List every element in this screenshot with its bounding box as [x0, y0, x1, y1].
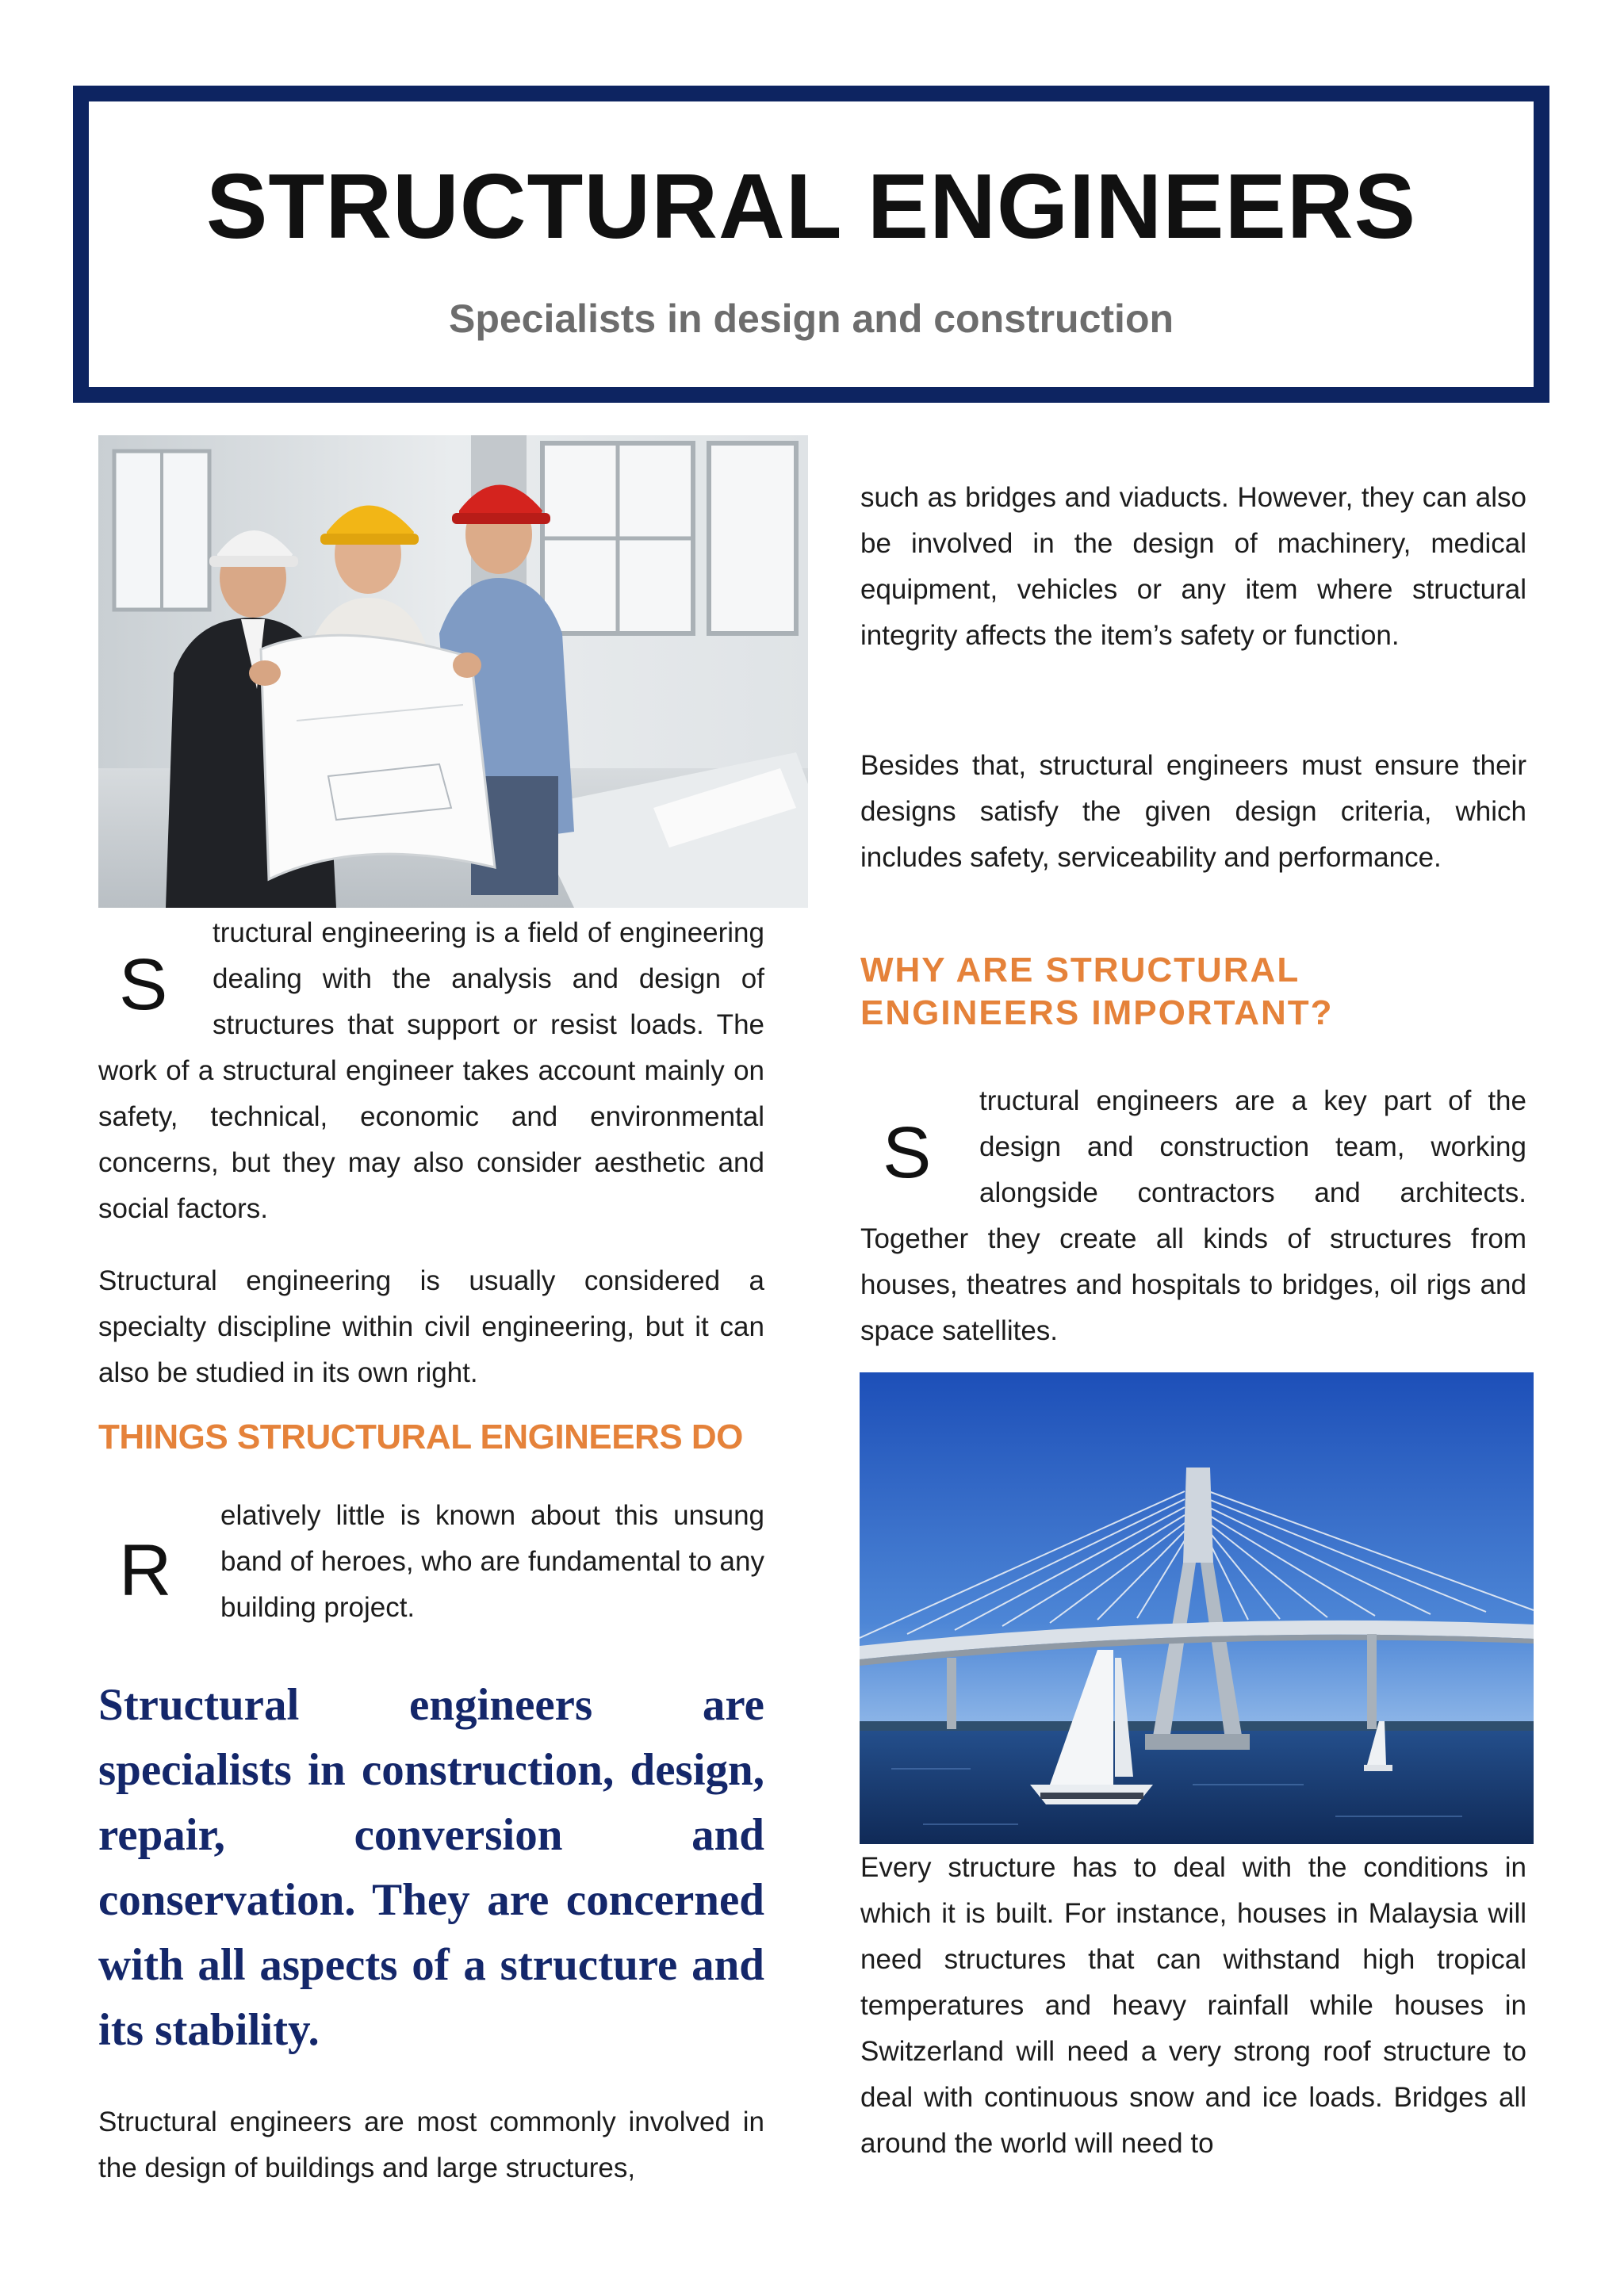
pull-quote: Structural engineers are specialists in construction, design, repair, conversion and conservation. They are concerned with all aspects of a structure and its stability.: [98, 1680, 764, 2055]
things-dropcap: R: [119, 1530, 172, 1611]
criteria-paragraph: Besides that, structural engineers must ensure their designs satisfy the given design criteria, which includes safety, serviceability and performance.: [860, 750, 1526, 873]
pull-quote-block: [98, 1673, 764, 2063]
intro-paragraph: tructural engineering is a field of engineering dealing with the analysis and design of structures that support or resist loads. The work of a structural engineer takes account mainly on safety, technical, economic and environmental concerns, but they may also consider aesthetic and social factors.: [98, 917, 764, 1224]
paragraph-criteria: [860, 743, 1526, 881]
header-inner: [86, 98, 1537, 390]
why-block: [860, 1078, 1526, 1354]
section-heading-why: WHY ARE STRUCTURAL ENGINEERS IMPORTANT?: [860, 951, 1334, 1032]
conditions-paragraph: Every structure has to deal with the conditions in which it is built. For instance, houses in Malaysia will need structures that can withstand high tropical temperatures and heavy rainfall while houses in Switzerland will need a very strong roof structure to deal with continuous snow and ice loads. Bridges all around the world will need to: [860, 1852, 1526, 2159]
specialty-paragraph: Structural engineering is usually considered a specialty discipline within civil engineering, but it can also be studied in its own right.: [98, 1265, 764, 1388]
page-title: STRUCTURAL ENGINEERS: [206, 155, 1416, 258]
intro-dropcap: S: [119, 944, 168, 1025]
section-things-heading: [98, 1416, 764, 1459]
why-paragraph: tructural engineers are a key part of the design and construction team, working alongside contractors and architects. Together they create all kinds of structures from houses, theatres and hospitals to bridges, oil rigs and space satellites.: [860, 1085, 1526, 1346]
things-block: [98, 1493, 764, 1631]
section-why-heading: [860, 949, 1526, 1035]
engineers-photo: [98, 435, 808, 908]
header-banner: [73, 86, 1549, 403]
paragraph-specialty: [98, 1258, 764, 1396]
bridges-paragraph: such as bridges and viaducts. However, they can also be involved in the design of machinery, medical equipment, vehicles or any item where structural integrity affects the item’s safety or function.: [860, 482, 1526, 651]
page-subtitle: Specialists in design and construction: [448, 297, 1174, 342]
paragraph-conditions: [860, 1845, 1526, 2167]
involved-paragraph: Structural engineers are most commonly involved in the design of buildings and large structures,: [98, 2107, 764, 2183]
why-dropcap: S: [883, 1112, 932, 1193]
bridge-photo: [860, 1372, 1534, 1844]
section-heading-things: THINGS STRUCTURAL ENGINEERS DO: [98, 1418, 743, 1456]
things-paragraph: elatively little is known about this unsung band of heroes, who are fundamental to any building project.: [220, 1500, 764, 1623]
paragraph-involved: [98, 2099, 764, 2191]
intro-block: [98, 910, 764, 1232]
paragraph-bridges: [860, 475, 1526, 659]
